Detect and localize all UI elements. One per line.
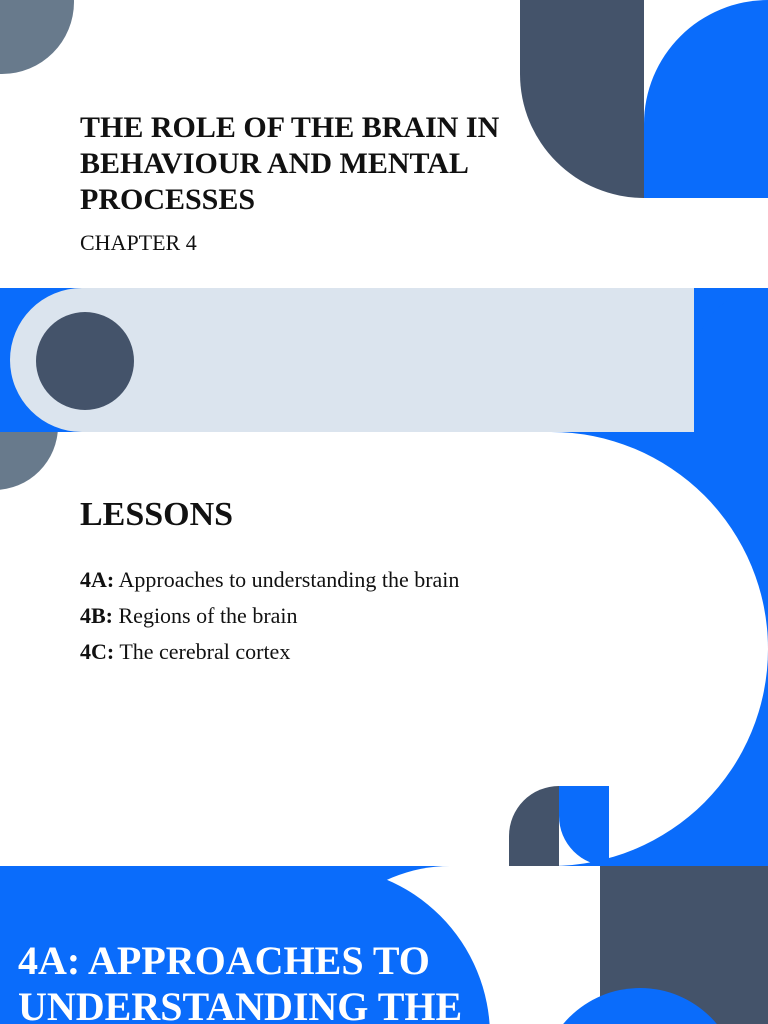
section-title bbox=[18, 938, 462, 1024]
lesson-item bbox=[80, 562, 459, 598]
slide-subtitle: CHAPTER 4 bbox=[80, 230, 197, 255]
decorative-slide bbox=[0, 288, 768, 432]
leaf-right-decoration bbox=[644, 0, 768, 198]
lesson-text: Approaches to understanding the brain bbox=[114, 567, 460, 592]
lesson-text: Regions of the brain bbox=[113, 603, 298, 628]
circle-decoration bbox=[36, 312, 134, 410]
lesson-text: The cerebral cortex bbox=[114, 639, 291, 664]
section-slide bbox=[0, 866, 768, 1024]
leaf-left-decoration bbox=[520, 0, 644, 198]
title-slide bbox=[0, 0, 768, 288]
lesson-code: 4B: bbox=[80, 603, 113, 628]
slide-title: THE ROLE OF THE BRAIN IN BEHAVIOUR AND MENTAL PROCESSES bbox=[80, 111, 500, 216]
lessons-heading: LESSONS bbox=[80, 496, 234, 533]
lesson-item bbox=[80, 634, 459, 670]
section-title-line2: UNDERSTANDING THE bbox=[18, 984, 463, 1024]
section-title-line1: 4A: APPROACHES TO bbox=[18, 938, 430, 983]
lesson-list bbox=[80, 562, 459, 670]
lesson-code: 4C: bbox=[80, 639, 115, 664]
lesson-item bbox=[80, 598, 459, 634]
lesson-code: 4A: bbox=[80, 567, 115, 592]
lessons-slide bbox=[0, 432, 768, 866]
corner-circle-decoration bbox=[0, 0, 74, 74]
